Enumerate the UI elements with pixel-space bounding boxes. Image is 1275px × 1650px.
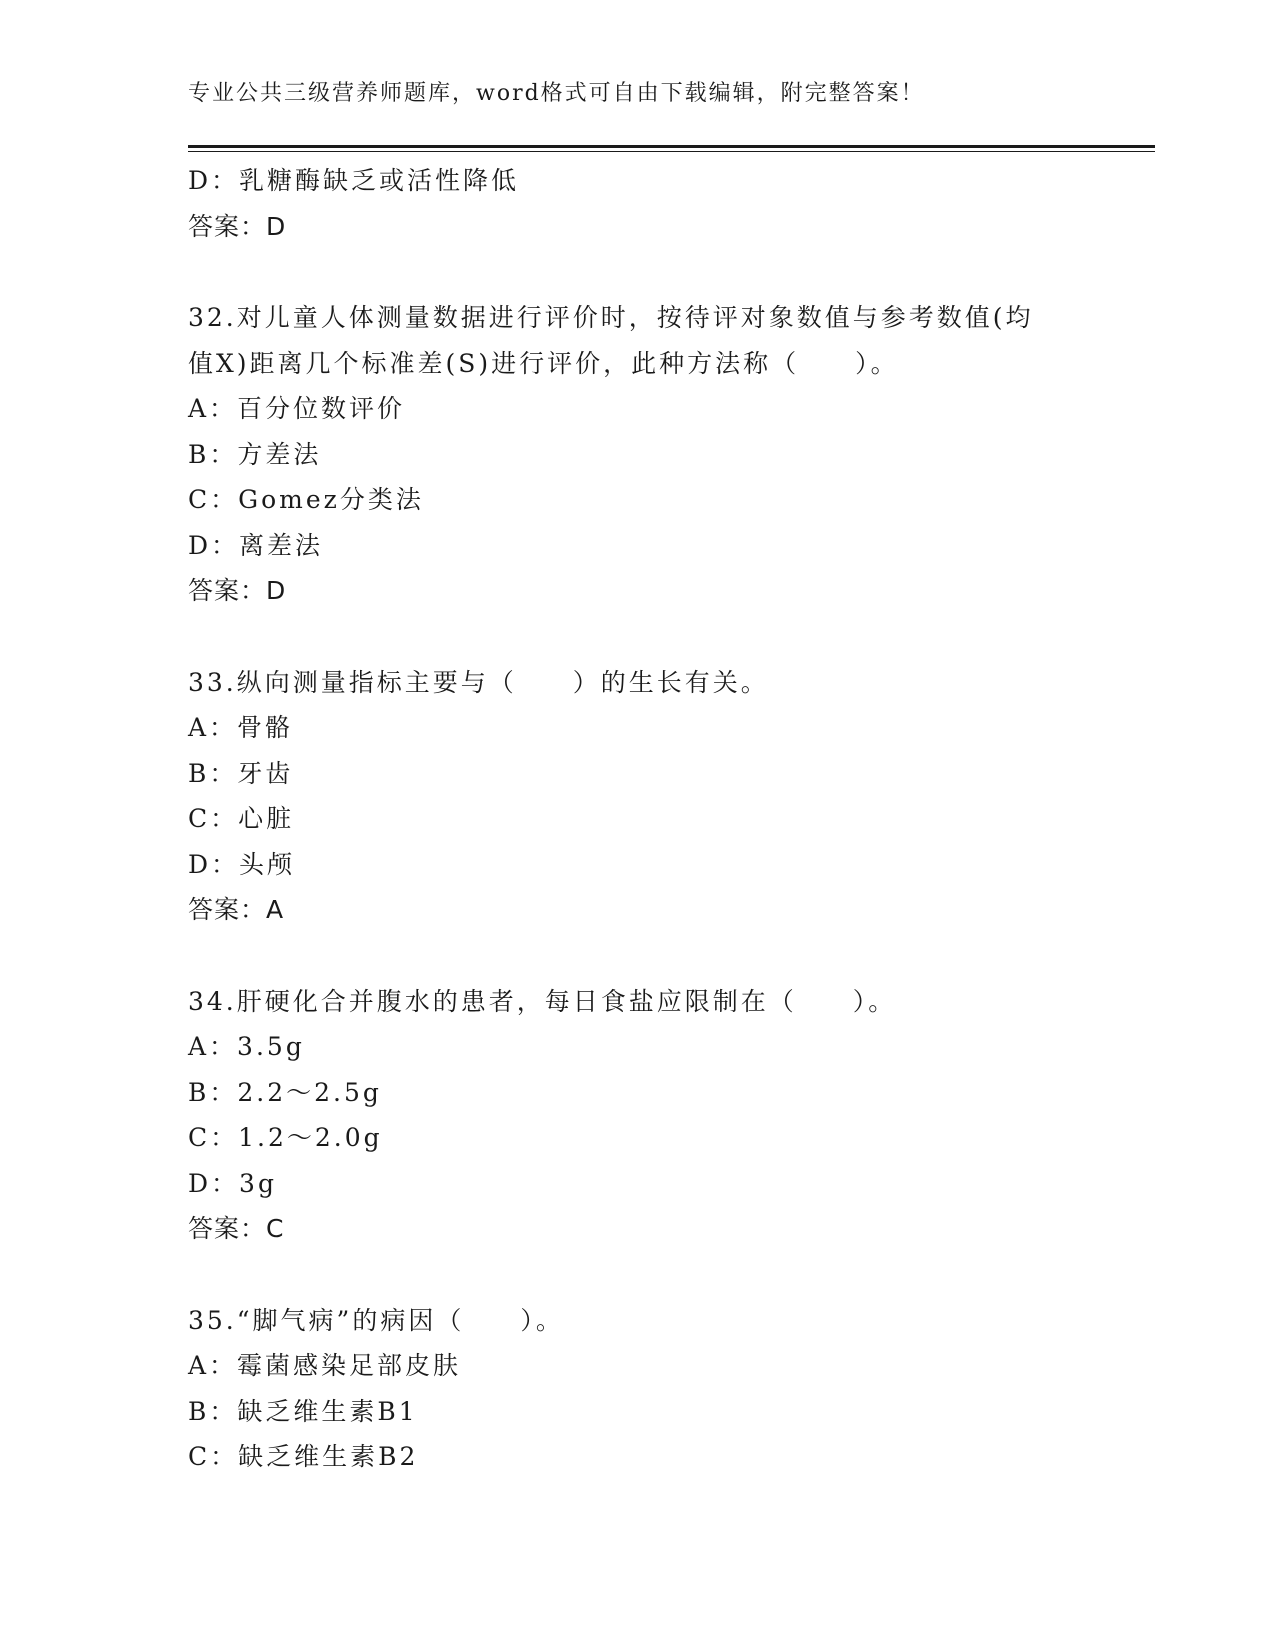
question-text: 33.纵向测量指标主要与（ ）的生长有关。 xyxy=(188,667,769,697)
option-line: D：3g xyxy=(188,1168,277,1198)
question-block xyxy=(188,295,1148,614)
question-block xyxy=(188,979,1148,1252)
answer-line: 答案：D xyxy=(188,576,287,605)
question-text: 35.“脚气病”的病因（ ）。 xyxy=(188,1305,564,1335)
question-block xyxy=(188,158,1148,249)
option-line: C：缺乏维生素B2 xyxy=(188,1442,419,1471)
spacer xyxy=(188,1252,1148,1298)
option-line: B：方差法 xyxy=(188,439,322,469)
header-rule-thick xyxy=(188,145,1155,148)
option-line: B：牙齿 xyxy=(188,758,294,788)
answer-line: 答案：A xyxy=(188,895,285,924)
spacer xyxy=(188,614,1148,660)
answer-line: 答案：C xyxy=(188,1214,285,1243)
question-list xyxy=(188,158,1148,1480)
option-line: A：霉菌感染足部皮肤 xyxy=(188,1351,462,1380)
option-line: B：缺乏维生素B1 xyxy=(188,1396,418,1426)
question-block xyxy=(188,1298,1148,1480)
option-line: D：离差法 xyxy=(188,530,324,560)
question-text: 值X)距离几个标准差(S)进行评价，此种方法称（ ）。 xyxy=(188,348,899,378)
option-line: B：2.2～2.5g xyxy=(188,1077,382,1107)
spacer xyxy=(188,933,1148,979)
option-line: A：骨骼 xyxy=(188,713,294,742)
option-line: C：Gomez分类法 xyxy=(188,485,424,514)
option-line: C：1.2～2.0g xyxy=(188,1123,383,1152)
question-text: 32.对儿童人体测量数据进行评价时，按待评对象数值与参考数值(均 xyxy=(188,303,1034,332)
spacer xyxy=(188,249,1148,295)
option-line: A：3.5g xyxy=(188,1032,305,1061)
option-line: A：百分位数评价 xyxy=(188,394,406,423)
question-block xyxy=(188,660,1148,933)
header-rule-thin xyxy=(188,151,1155,152)
option-line: C：心脏 xyxy=(188,804,295,833)
option-line: D：乳糖酶缺乏或活性降低 xyxy=(188,166,520,195)
option-line: D：头颅 xyxy=(188,849,296,879)
answer-line: 答案：D xyxy=(188,211,287,241)
header-note: 专业公共三级营养师题库，word格式可自由下载编辑，附完整答案！ xyxy=(188,81,925,106)
question-text: 34.肝硬化合并腹水的患者，每日食盐应限制在（ ）。 xyxy=(188,986,897,1016)
